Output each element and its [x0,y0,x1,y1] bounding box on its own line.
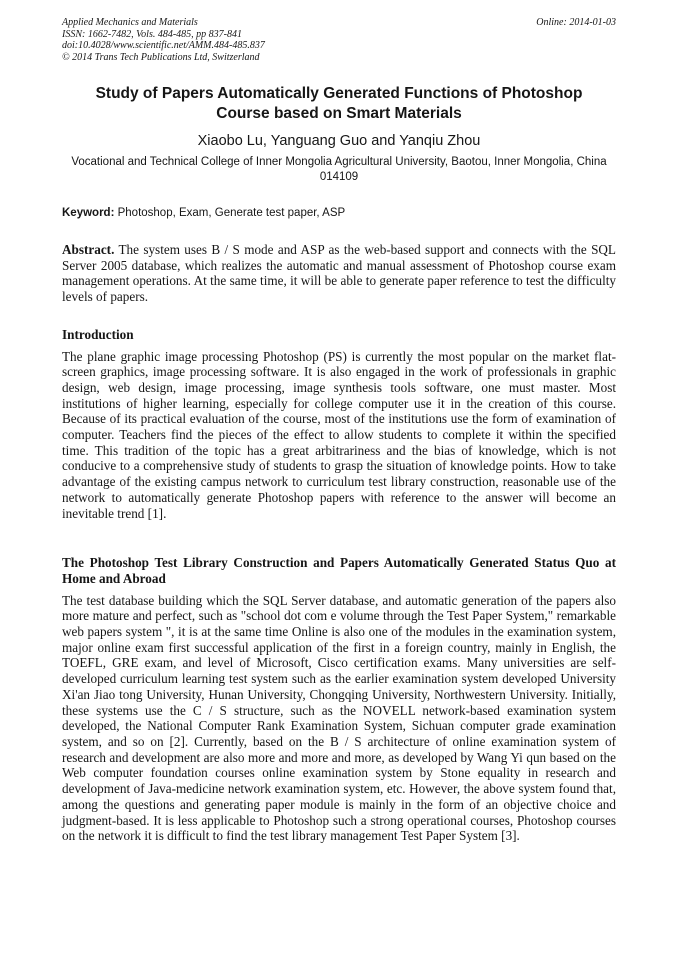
journal-name: Applied Mechanics and Materials [62,17,198,28]
section-status-quo-paragraph: The test database building which the SQL Server database, and automatic generation of the papers also more mature and perfect, such as "school dot com e volume through the Test Paper System," remarkable web papers system ", it is at the same time Online is also one of the modules in the examination system, major online exam first successful application of the first in a foreign country, mainly in English, the TOEFL, GRE exam, and level of Microsoft, Cisco certification exams. Many universities are self-developed curriculum learning test system such as the earlier examination system developed University Xi'an Jiao tong University, Hunan University, Chongqing University, Northwestern University. Initially, these systems use the C / S structure, such as the NOVELL network-based examination system developed, the National Computer Rank Examination System, Sichuan computer grade examination system, and so on [2]. Currently, based on the B / S architecture of online examination system of research and development are also more and more and more, as developed by Wang Yi qun based on the Web computer foundation courses online examination system by Stone equality in research and development of Java-medicine network examination system, etc. However, the above system found that, among the questions and generating paper module is mainly in the form of an objective choice and judgment-based. It is less applicable to Photoshop such a strong operational courses, Photoshop courses on the network it is difficult to find the test library management Test Paper System [3]. [62,592,616,844]
paper-title: Study of Papers Automatically Generated Functions of Photoshop Course based on Smart Materials [95,85,583,122]
affiliation-line: Vocational and Technical College of Inner Mongolia Agricultural University, Baotou, Inner Mongolia, China 014109 [71,156,607,183]
section-introduction [62,327,616,521]
journal-meta [62,17,265,63]
abstract-label: Abstract. [62,242,115,257]
journal-issn-line: ISSN: 1662-7482, Vols. 484-485, pp 837-841 [62,28,242,40]
keyword-label: Keyword: [62,207,115,219]
online-date: Online: 2014-01-03 [536,17,616,28]
abstract-paragraph [62,242,616,305]
abstract-text: The system uses B / S mode and ASP as the web-based support and connects with the SQL Server 2005 database, which realizes the automatic and manual assessment of Photoshop course exam management operations. At the same time, it will be able to generate paper reference to test the difficulty levels of papers. [62,242,616,305]
journal-doi-line: doi:10.4028/www.scientific.net/AMM.484-485.837 [62,40,265,51]
journal-copyright-line: © 2014 Trans Tech Publications Ltd, Switzerland [62,51,260,63]
section-introduction-heading: Introduction [62,326,134,342]
keyword-line [62,206,616,220]
section-status-quo-heading: The Photoshop Test Library Construction and Papers Automatically Generated Status Quo at Home and Abroad [62,555,616,586]
journal-header [62,17,616,63]
section-introduction-paragraph: The plane graphic image processing Photoshop (PS) is currently the most popular on the market flat-screen graphics, image processing software. It is also engaged in the work of professionals in graphic design, web design, image processing, image synthesis tools software, one must master. Most institutions of higher learning, especially for college computer use it in the creation of this course. Because of its practical evaluation of the course, most of the institutions use the form of examination of computer. Teachers find the pieces of the effect to allow students to complete it within the specified time. This tradition of the topic has a great arbitrariness and the bias of knowledge, which is not conducive to a comprehensive study of students to grasp the situation of knowledge points. How to take advantage of the existing campus network to curriculum test library construction, reasonable use of the network to automatically generate Photoshop papers with reference to the answer will become an inevitable trend [1]. [62,348,616,521]
keyword-text: Photoshop, Exam, Generate test paper, ASP [117,207,346,219]
authors-line: Xiaobo Lu, Yanguang Guo and Yanqiu Zhou [197,133,481,149]
section-status-quo [62,555,616,844]
